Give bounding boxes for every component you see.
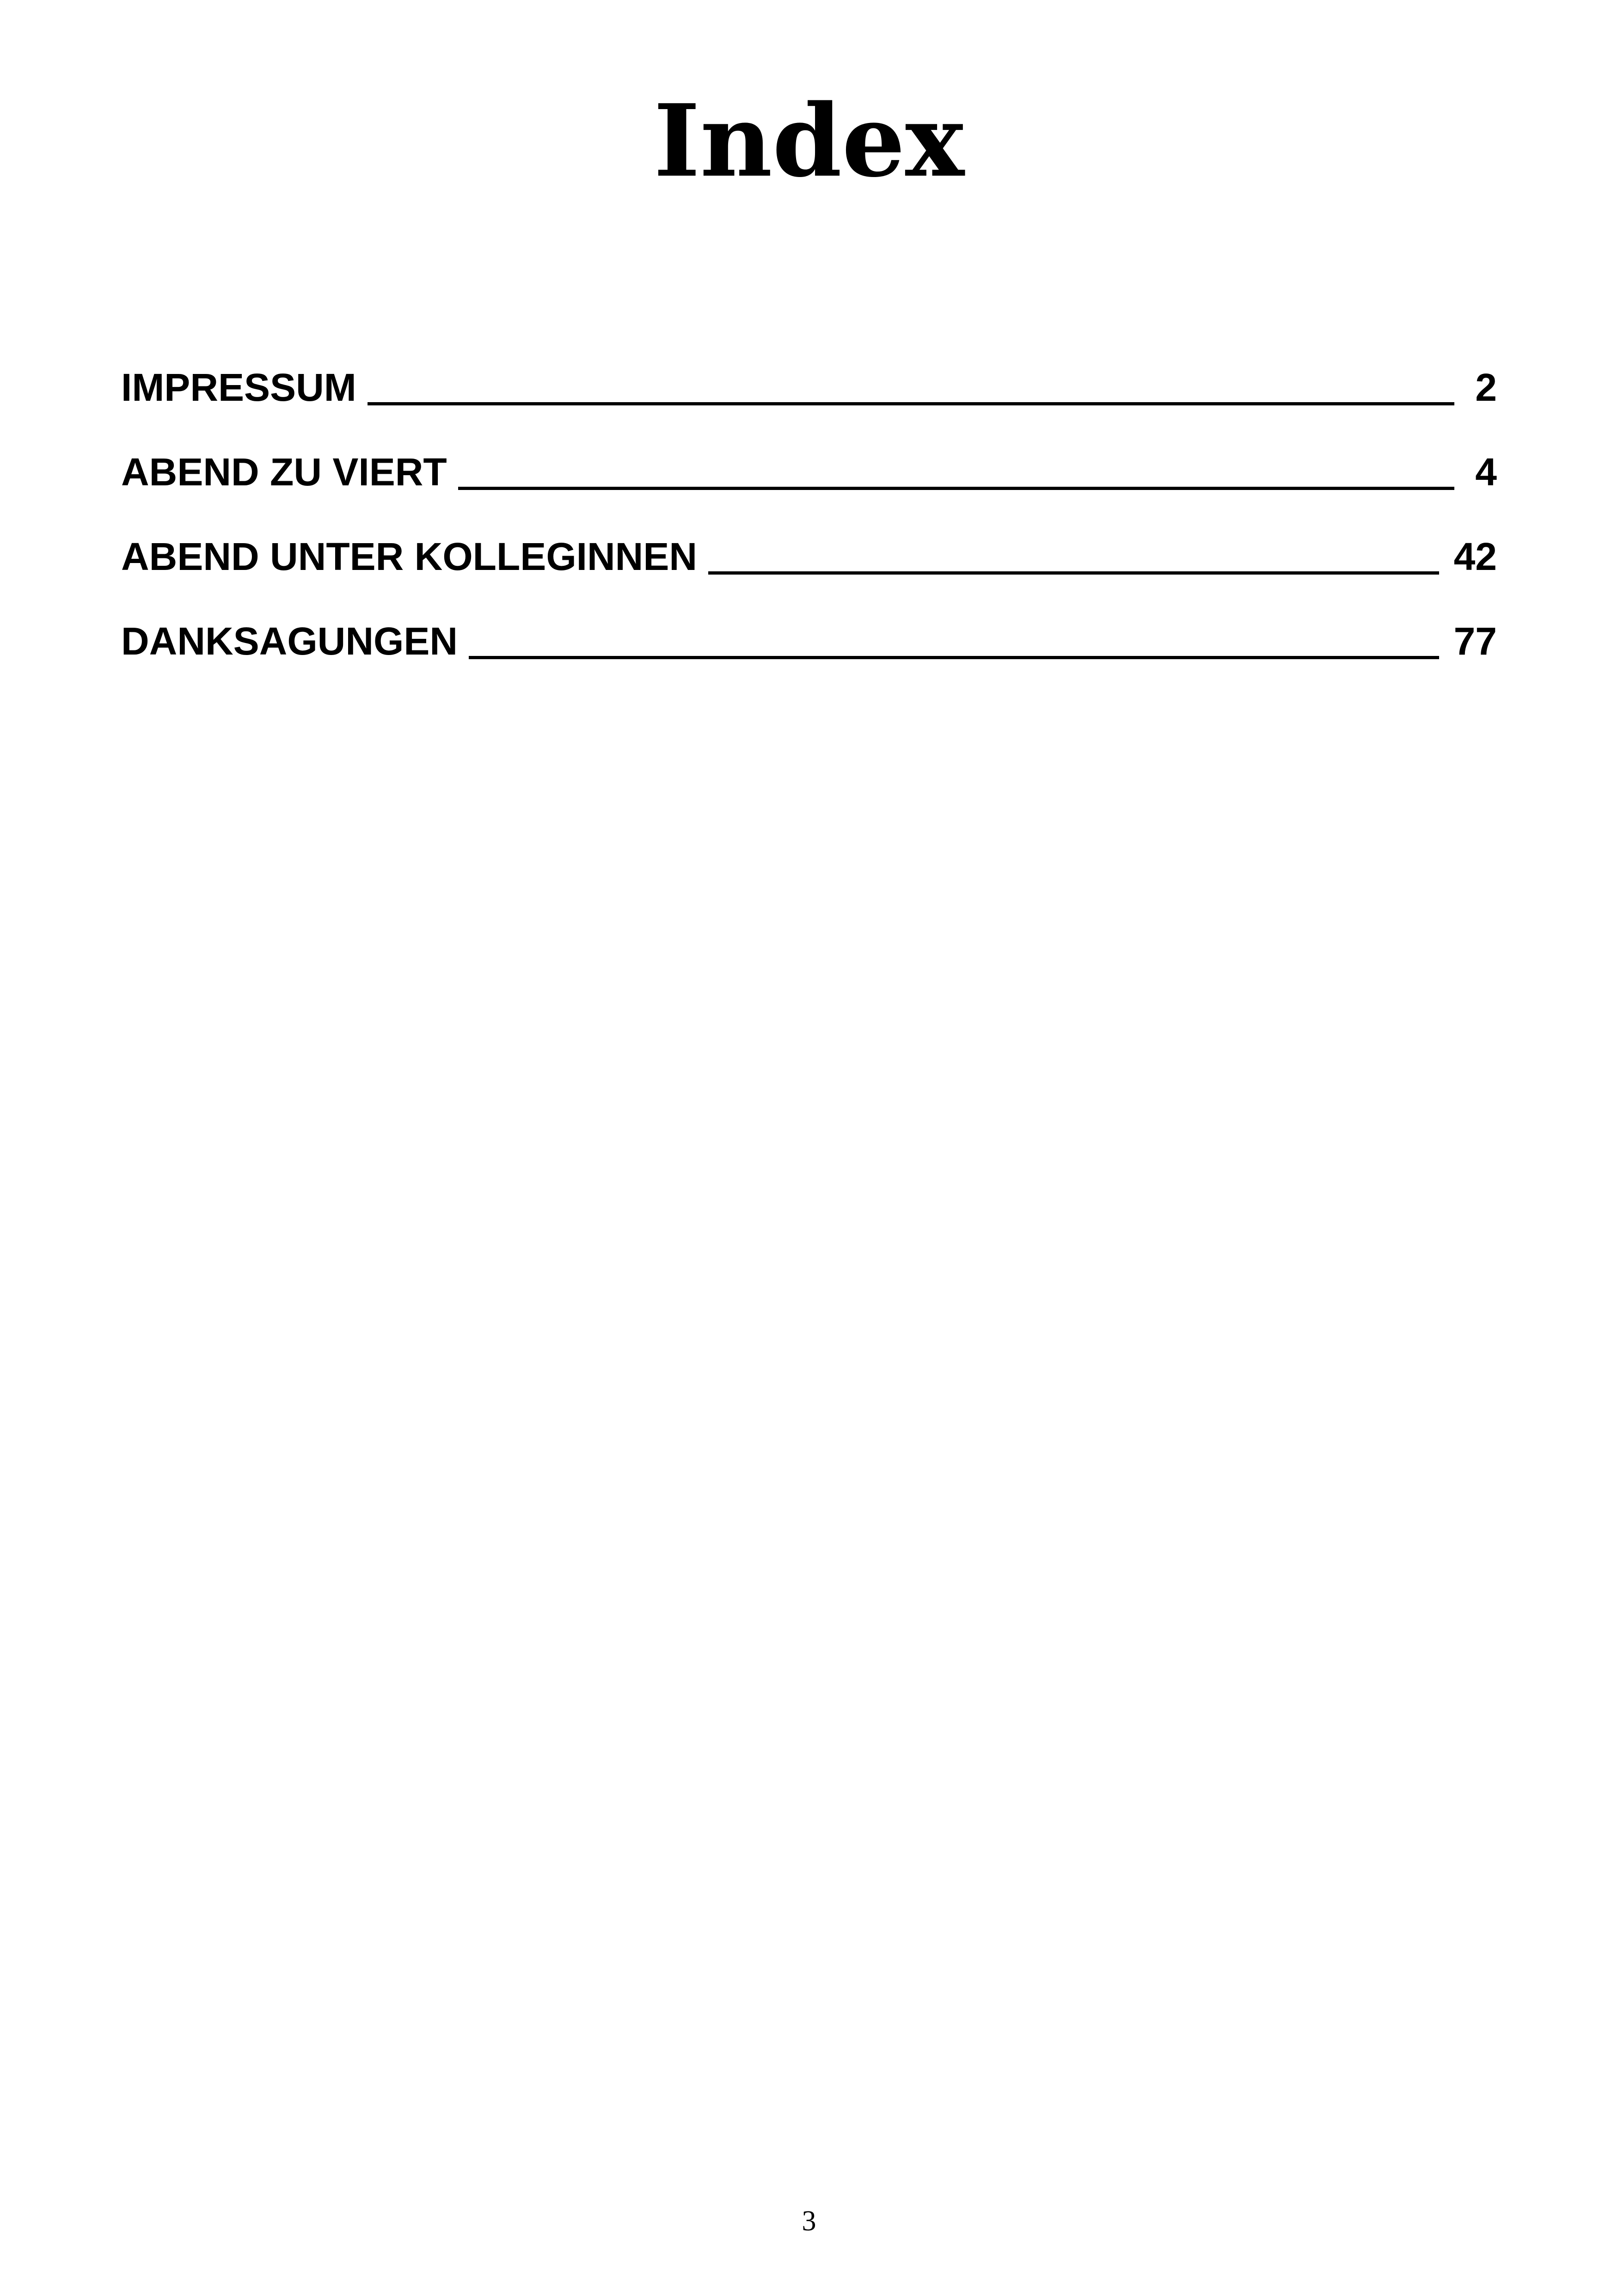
toc-leader-line <box>708 571 1439 575</box>
toc-leader-line <box>469 656 1439 659</box>
toc-entry-title: ABEND ZU VIERT <box>121 450 447 494</box>
toc-entry-danksagungen[interactable] <box>121 582 1497 667</box>
toc-entry-abend-unter-kolleginnen[interactable] <box>121 497 1497 582</box>
page-title: Index <box>653 82 965 199</box>
toc-entry-impressum[interactable] <box>121 328 1497 413</box>
toc-entry-page: 4 <box>1475 450 1497 494</box>
toc-entry-abend-zu-viert[interactable] <box>121 413 1497 497</box>
toc-entry-title: DANKSAGUNGEN <box>121 619 458 663</box>
toc-leader-line <box>368 402 1454 405</box>
toc-entry-title: IMPRESSUM <box>121 366 356 409</box>
toc-entry-page: 2 <box>1475 366 1497 409</box>
table-of-contents <box>121 328 1497 667</box>
toc-entry-page: 77 <box>1453 619 1497 663</box>
toc-leader-line <box>458 487 1454 490</box>
page-number: 3 <box>802 2205 816 2237</box>
toc-entry-page: 42 <box>1453 535 1497 578</box>
toc-entry-title: ABEND UNTER KOLLEGINNEN <box>121 535 698 578</box>
